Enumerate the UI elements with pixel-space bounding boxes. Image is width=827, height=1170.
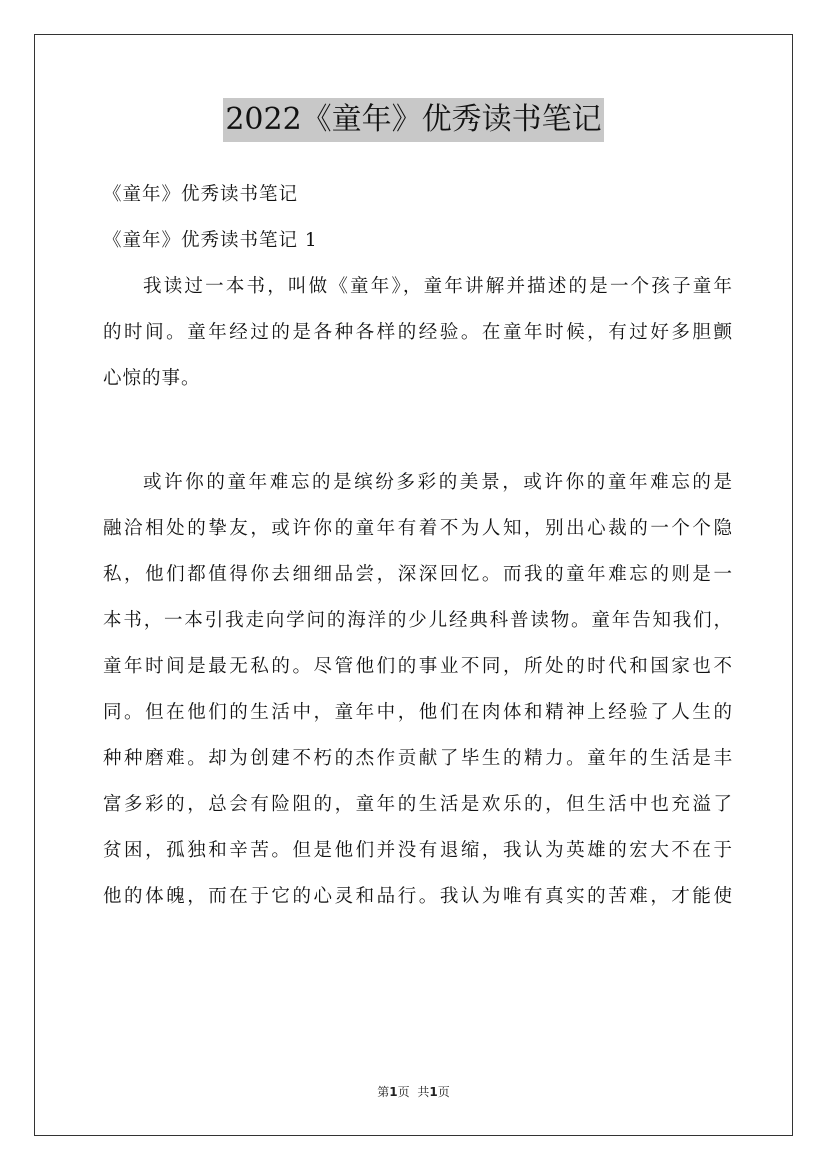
total-pages: 1 <box>429 1085 438 1099</box>
paragraph-2 <box>103 460 733 920</box>
paragraph-gap <box>103 402 733 460</box>
page-suffix: 页 <box>397 1085 410 1099</box>
paragraph-line: 本书，一本引我走向学问的海洋的少儿经典科普读物。童年告知我们， <box>103 610 733 631</box>
paragraph-line: 他的体魄，而在于它的心灵和品行。我认为唯有真实的苦难，才能使 <box>103 886 733 907</box>
document-title: 2022《童年》优秀读书笔记 <box>223 98 603 142</box>
paragraph-line: 同。但在他们的生活中，童年中，他们在肉体和精神上经验了人生的 <box>103 702 733 723</box>
paragraph-line: 种种磨难。却为创建不朽的杰作贡献了毕生的精力。童年的生活是丰 <box>103 748 733 769</box>
page-prefix: 第 <box>377 1085 390 1099</box>
document-body <box>103 172 733 920</box>
paragraph-line: 贫困，孤独和辛苦。但是他们并没有退缩，我认为英雄的宏大不在于 <box>103 840 733 861</box>
paragraph-line: 富多彩的，总会有险阻的，童年的生活是欢乐的，但生活中也充溢了 <box>103 794 733 815</box>
paragraph-line: 我读过一本书，叫做《童年》，童年讲解并描述的是一个孩子童年 <box>143 276 733 297</box>
document-subtitle: 《童年》优秀读书笔记 <box>103 184 299 205</box>
total-prefix: 共 <box>417 1085 430 1099</box>
paragraph-line: 童年时间是最无私的。尽管他们的事业不同，所处的时代和国家也不 <box>103 656 733 677</box>
paragraph-1 <box>103 264 733 402</box>
paragraph-line: 融洽相处的挚友，或许你的童年有着不为人知，别出心裁的一个个隐 <box>103 518 733 539</box>
paragraph-line: 或许你的童年难忘的是缤纷多彩的美景，或许你的童年难忘的是 <box>143 472 733 493</box>
title-container <box>0 98 827 142</box>
paragraph-line: 的时间。童年经过的是各种各样的经验。在童年时候，有过好多胆颤 <box>103 322 733 343</box>
section-heading: 《童年》优秀读书笔记 1 <box>103 230 318 251</box>
paragraph-line: 私，他们都值得你去细细品尝，深深回忆。而我的童年难忘的则是一 <box>103 564 733 585</box>
paragraph-line: 心惊的事。 <box>103 368 201 389</box>
page-footer <box>0 1083 827 1100</box>
total-suffix: 页 <box>437 1085 450 1099</box>
page-number: 1 <box>389 1085 398 1099</box>
